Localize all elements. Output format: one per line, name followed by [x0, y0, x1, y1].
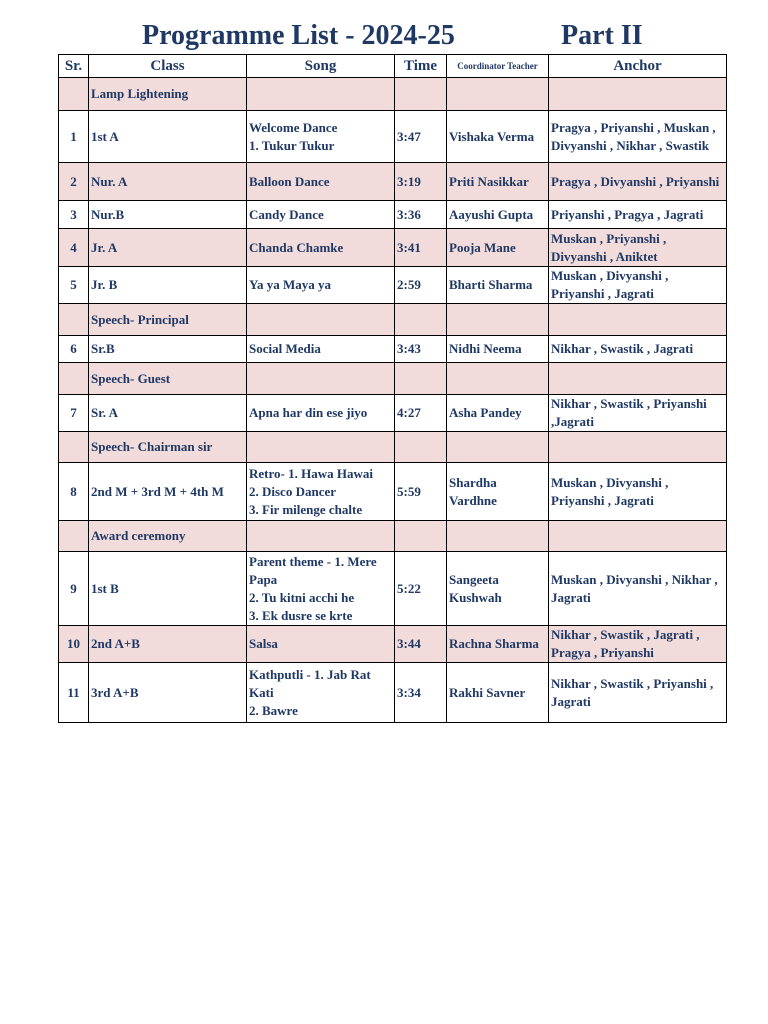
- time-cell: [395, 521, 447, 552]
- time-cell: [395, 78, 447, 111]
- table-row: [59, 163, 727, 201]
- programme-table: [58, 54, 727, 723]
- class-cell: Jr. A: [89, 229, 247, 267]
- table-row: [59, 78, 727, 111]
- page-title: Programme List - 2024-25: [142, 20, 455, 51]
- column-header-song: Song: [247, 55, 395, 78]
- anchor-cell: Nikhar , Swastik , Jagrati: [549, 336, 727, 363]
- time-cell: 3:34: [395, 663, 447, 723]
- coordinator-cell: Shardha Vardhne: [447, 463, 549, 521]
- song-cell: Social Media: [247, 336, 395, 363]
- coordinator-cell: Aayushi Gupta: [447, 201, 549, 229]
- coordinator-cell: Bharti Sharma: [447, 267, 549, 304]
- table-row: [59, 111, 727, 163]
- anchor-cell: Nikhar , Swastik , Priyanshi , Jagrati: [549, 663, 727, 723]
- anchor-cell: Pragya , Divyanshi , Priyanshi: [549, 163, 727, 201]
- anchor-cell: [549, 521, 727, 552]
- sr-cell: [59, 304, 89, 336]
- class-cell: Speech- Guest: [89, 363, 247, 395]
- coordinator-cell: [447, 304, 549, 336]
- anchor-cell: Pragya , Priyanshi , Muskan , Divyanshi , Nikhar , Swastik: [549, 111, 727, 163]
- time-cell: [395, 304, 447, 336]
- song-cell: Retro- 1. Hawa Hawai 2. Disco Dancer 3. Fir milenge chalte: [247, 463, 395, 521]
- column-header-sr: Sr.: [59, 55, 89, 78]
- coordinator-cell: Vishaka Verma: [447, 111, 549, 163]
- table-row: [59, 521, 727, 552]
- time-cell: 3:19: [395, 163, 447, 201]
- class-cell: Nur. A: [89, 163, 247, 201]
- class-cell: Sr.B: [89, 336, 247, 363]
- song-cell: [247, 363, 395, 395]
- table-row: [59, 336, 727, 363]
- column-header-anchor: Anchor: [549, 55, 727, 78]
- table-row: [59, 229, 727, 267]
- class-cell: 2nd A+B: [89, 626, 247, 663]
- sr-cell: 6: [59, 336, 89, 363]
- table-header-row: [59, 55, 727, 78]
- song-cell: Ya ya Maya ya: [247, 267, 395, 304]
- time-cell: 3:36: [395, 201, 447, 229]
- table-row: [59, 552, 727, 626]
- coordinator-cell: Sangeeta Kushwah: [447, 552, 549, 626]
- sr-cell: [59, 432, 89, 463]
- time-cell: 2:59: [395, 267, 447, 304]
- sr-cell: 9: [59, 552, 89, 626]
- table-row: [59, 395, 727, 432]
- anchor-cell: [549, 78, 727, 111]
- page-header: [0, 18, 768, 58]
- song-cell: [247, 78, 395, 111]
- time-cell: [395, 363, 447, 395]
- time-cell: [395, 432, 447, 463]
- sr-cell: [59, 78, 89, 111]
- class-cell: Speech- Principal: [89, 304, 247, 336]
- anchor-cell: [549, 304, 727, 336]
- sr-cell: 5: [59, 267, 89, 304]
- table-row: [59, 432, 727, 463]
- column-header-class: Class: [89, 55, 247, 78]
- time-cell: 3:44: [395, 626, 447, 663]
- coordinator-cell: [447, 432, 549, 463]
- class-cell: 2nd M + 3rd M + 4th M: [89, 463, 247, 521]
- table-row: [59, 626, 727, 663]
- time-cell: 4:27: [395, 395, 447, 432]
- sr-cell: 10: [59, 626, 89, 663]
- anchor-cell: Nikhar , Swastik , Jagrati , Pragya , Priyanshi: [549, 626, 727, 663]
- class-cell: 3rd A+B: [89, 663, 247, 723]
- coordinator-cell: [447, 521, 549, 552]
- anchor-cell: [549, 432, 727, 463]
- anchor-cell: Muskan , Divyanshi , Priyanshi , Jagrati: [549, 267, 727, 304]
- coordinator-cell: [447, 363, 549, 395]
- sr-cell: 11: [59, 663, 89, 723]
- sr-cell: [59, 363, 89, 395]
- sr-cell: 3: [59, 201, 89, 229]
- song-cell: [247, 432, 395, 463]
- song-cell: Balloon Dance: [247, 163, 395, 201]
- column-header-time: Time: [395, 55, 447, 78]
- anchor-cell: Muskan , Divyanshi , Priyanshi , Jagrati: [549, 463, 727, 521]
- song-cell: Parent theme - 1. Mere Papa 2. Tu kitni acchi he 3. Ek dusre se krte: [247, 552, 395, 626]
- class-cell: Nur.B: [89, 201, 247, 229]
- sr-cell: 8: [59, 463, 89, 521]
- table-row: [59, 363, 727, 395]
- column-header-coordinator: Coordinator Teacher: [447, 55, 549, 78]
- class-cell: Lamp Lightening: [89, 78, 247, 111]
- sr-cell: 2: [59, 163, 89, 201]
- coordinator-cell: Priti Nasikkar: [447, 163, 549, 201]
- class-cell: 1st B: [89, 552, 247, 626]
- anchor-cell: Muskan , Divyanshi , Nikhar , Jagrati: [549, 552, 727, 626]
- sr-cell: 4: [59, 229, 89, 267]
- song-cell: Apna har din ese jiyo: [247, 395, 395, 432]
- coordinator-cell: Nidhi Neema: [447, 336, 549, 363]
- coordinator-cell: [447, 78, 549, 111]
- time-cell: 3:47: [395, 111, 447, 163]
- anchor-cell: [549, 363, 727, 395]
- song-cell: Candy Dance: [247, 201, 395, 229]
- coordinator-cell: Asha Pandey: [447, 395, 549, 432]
- table-row: [59, 663, 727, 723]
- song-cell: Chanda Chamke: [247, 229, 395, 267]
- class-cell: 1st A: [89, 111, 247, 163]
- sr-cell: 7: [59, 395, 89, 432]
- table-row: [59, 201, 727, 229]
- anchor-cell: Nikhar , Swastik , Priyanshi ,Jagrati: [549, 395, 727, 432]
- time-cell: 5:22: [395, 552, 447, 626]
- class-cell: Speech- Chairman sir: [89, 432, 247, 463]
- part-label: Part II: [561, 20, 643, 51]
- sr-cell: 1: [59, 111, 89, 163]
- time-cell: 3:43: [395, 336, 447, 363]
- coordinator-cell: Rachna Sharma: [447, 626, 549, 663]
- table-row: [59, 463, 727, 521]
- song-cell: [247, 304, 395, 336]
- table-row: [59, 267, 727, 304]
- song-cell: Kathputli - 1. Jab Rat Kati 2. Bawre: [247, 663, 395, 723]
- song-cell: [247, 521, 395, 552]
- song-cell: Welcome Dance 1. Tukur Tukur: [247, 111, 395, 163]
- anchor-cell: Muskan , Priyanshi , Divyanshi , Aniktet: [549, 229, 727, 267]
- song-cell: Salsa: [247, 626, 395, 663]
- table-row: [59, 304, 727, 336]
- coordinator-cell: Rakhi Savner: [447, 663, 549, 723]
- time-cell: 5:59: [395, 463, 447, 521]
- coordinator-cell: Pooja Mane: [447, 229, 549, 267]
- time-cell: 3:41: [395, 229, 447, 267]
- class-cell: Jr. B: [89, 267, 247, 304]
- class-cell: Sr. A: [89, 395, 247, 432]
- sr-cell: [59, 521, 89, 552]
- class-cell: Award ceremony: [89, 521, 247, 552]
- anchor-cell: Priyanshi , Pragya , Jagrati: [549, 201, 727, 229]
